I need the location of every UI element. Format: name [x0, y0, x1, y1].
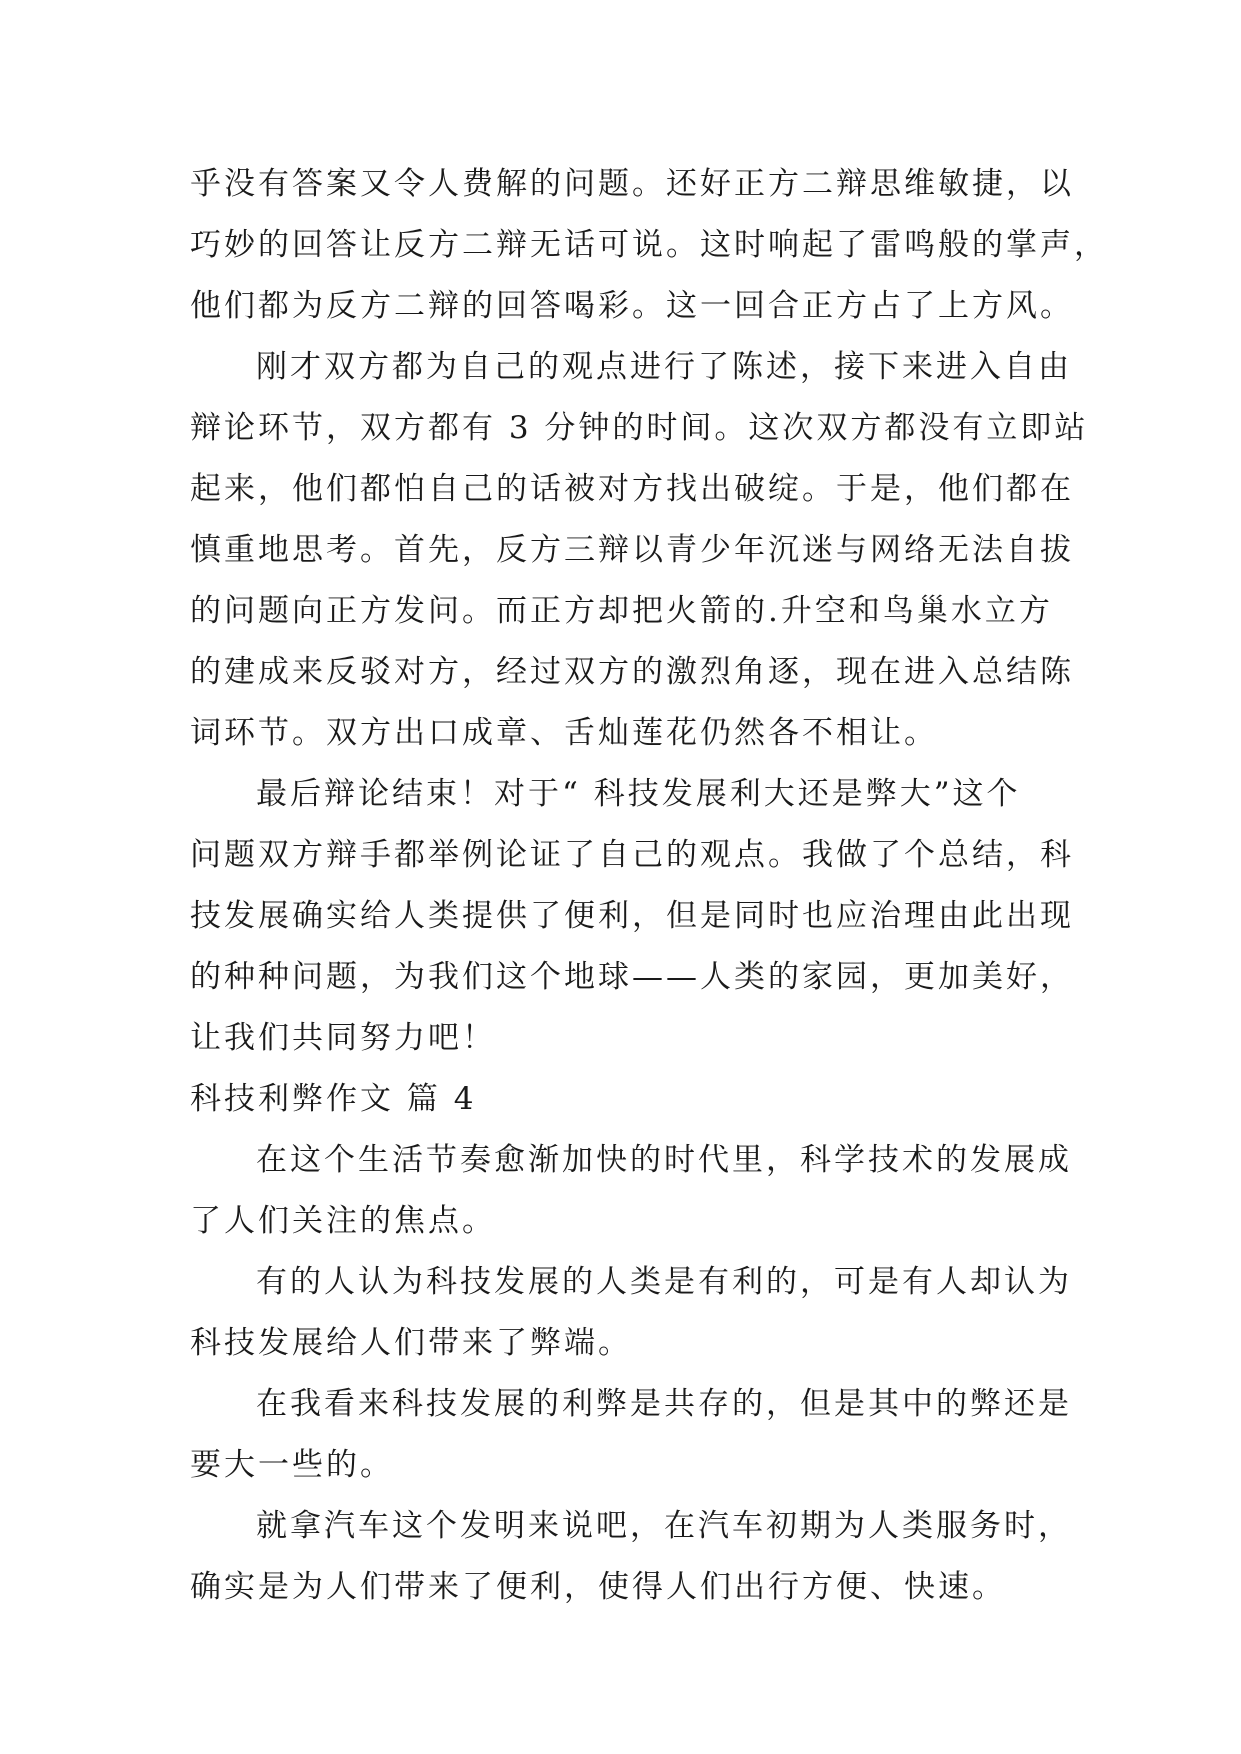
section-heading: 科技利弊作文 篇 4: [190, 1081, 477, 1117]
text-line: 了人们关注的焦点。: [190, 1203, 496, 1239]
text-line: 让我们共同努力吧！: [190, 1020, 496, 1056]
text-line: 巧妙的回答让反方二辩无话可说。这时响起了雷鸣般的掌声，: [190, 227, 1108, 263]
paragraph-first-line: 刚才双方都为自己的观点进行了陈述，接下来进入自由: [256, 349, 1072, 385]
paragraph-first-line: 在我看来科技发展的利弊是共存的，但是其中的弊还是: [256, 1386, 1072, 1422]
article-body: [190, 154, 1108, 1618]
text-line: 科技发展给人们带来了弊端。: [190, 1325, 632, 1361]
paragraph-first-line: 在这个生活节奏愈渐加快的时代里，科学技术的发展成: [256, 1142, 1072, 1178]
text-line: 要大一些的。: [190, 1447, 394, 1483]
text-line: 辩论环节，双方都有 3 分钟的时间。这次双方都没有立即站: [190, 410, 1089, 446]
paragraph-first-line: 有的人认为科技发展的人类是有利的，可是有人却认为: [256, 1264, 1072, 1300]
paragraph-first-line: 最后辩论结束！对于“ 科技发展利大还是弊大”这个: [256, 776, 1021, 812]
text-line: 起来，他们都怕自己的话被对方找出破绽。于是，他们都在: [190, 471, 1074, 507]
paragraph-first-line: 就拿汽车这个发明来说吧，在汽车初期为人类服务时，: [256, 1508, 1072, 1544]
text-line: 乎没有答案又令人费解的问题。还好正方二辩思维敏捷，以: [190, 166, 1074, 202]
text-line: 他们都为反方二辩的回答喝彩。这一回合正方占了上方风。: [190, 288, 1074, 324]
text-line: 技发展确实给人类提供了便利，但是同时也应治理由此出现: [190, 898, 1074, 934]
text-line: 问题双方辩手都举例论证了自己的观点。我做了个总结，科: [190, 837, 1074, 873]
text-line: 慎重地思考。首先，反方三辩以青少年沉迷与网络无法自拔: [190, 532, 1074, 568]
text-line: 确实是为人们带来了便利，使得人们出行方便、快速。: [190, 1569, 1006, 1605]
text-line: 的建成来反驳对方，经过双方的激烈角逐，现在进入总结陈: [190, 654, 1074, 690]
text-line: 的种种问题，为我们这个地球——人类的家园，更加美好，: [190, 959, 1074, 995]
text-line: 的问题向正方发问。而正方却把火箭的.升空和鸟巢水立方: [190, 593, 1053, 629]
text-line: 词环节。双方出口成章、舌灿莲花仍然各不相让。: [190, 715, 938, 751]
